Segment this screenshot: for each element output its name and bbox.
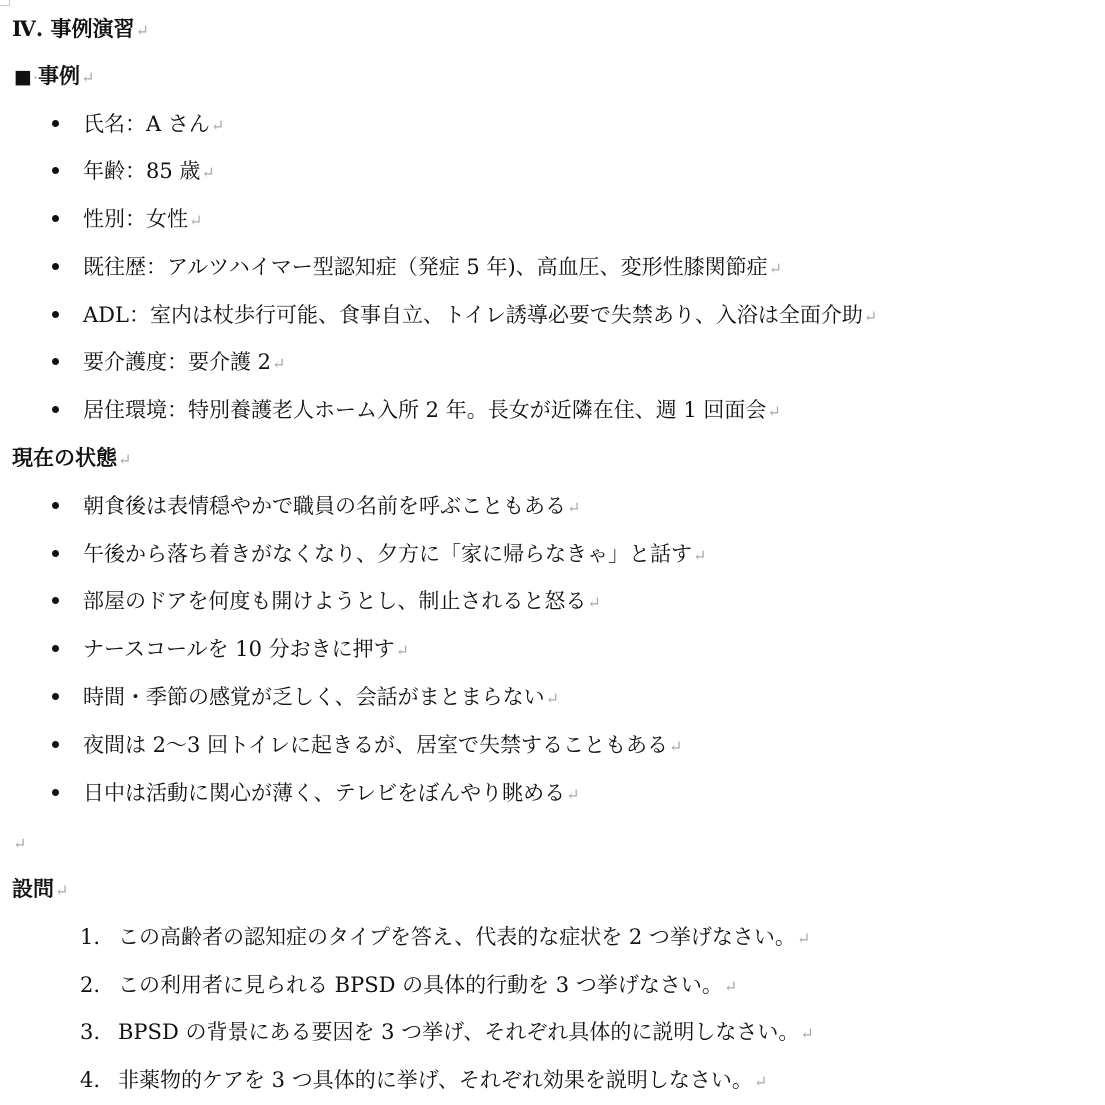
question-item bbox=[80, 922, 810, 952]
paragraph-mark-icon: ↵ bbox=[796, 929, 811, 948]
question-number: 3. bbox=[80, 1020, 101, 1044]
list-item bbox=[52, 204, 202, 234]
paragraph-mark-icon: ↵ bbox=[723, 977, 738, 996]
questions-heading-text: 設問 bbox=[12, 876, 54, 901]
bullet-icon bbox=[52, 311, 59, 318]
list-item-text: 居住環境：特別養護老人ホーム入所 2 年。長女が近隣在住、週 1 回面会 bbox=[83, 398, 767, 422]
square-bullet-icon: ■ bbox=[14, 66, 32, 88]
list-item bbox=[52, 634, 409, 664]
list-item bbox=[52, 730, 682, 760]
paragraph-mark-icon: ↵ bbox=[272, 354, 286, 373]
separator-dot: · bbox=[32, 68, 39, 87]
paragraph-mark-icon: ↵ bbox=[587, 593, 601, 612]
page-corner-mark bbox=[0, 0, 10, 6]
question-item bbox=[80, 1017, 814, 1047]
list-item-text: 年齢：85 歳 bbox=[83, 159, 201, 183]
bullet-icon bbox=[52, 263, 59, 270]
bullet-icon bbox=[52, 406, 59, 413]
paragraph-mark-icon: ↵ bbox=[13, 834, 27, 853]
section-title bbox=[12, 14, 149, 44]
paragraph-mark-icon: ↵ bbox=[767, 402, 781, 421]
paragraph-mark-icon: ↵ bbox=[669, 737, 683, 756]
paragraph-mark-icon: ↵ bbox=[55, 881, 69, 900]
paragraph-mark-icon: ↵ bbox=[135, 21, 149, 40]
list-item-text: 朝食後は表情穏やかで職員の名前を呼ぶこともある bbox=[83, 494, 566, 518]
bullet-icon bbox=[52, 120, 59, 127]
list-item bbox=[52, 586, 601, 616]
section-title-text: Ⅳ. 事例演習 bbox=[12, 16, 135, 41]
bullet-icon bbox=[52, 597, 59, 604]
paragraph-mark-icon: ↵ bbox=[118, 450, 132, 469]
paragraph-mark-icon: ↵ bbox=[863, 307, 878, 326]
paragraph-mark-icon: ↵ bbox=[800, 1024, 814, 1043]
question-item bbox=[80, 1065, 767, 1095]
list-item bbox=[52, 682, 559, 712]
question-number: 4. bbox=[80, 1068, 101, 1092]
list-item-text: 氏名：A さん bbox=[83, 112, 210, 136]
list-item-text: 既往歴：アルツハイマー型認知症（発症 5 年)、高血圧、変形性膝関節症 bbox=[83, 255, 768, 279]
list-item-text: 夜間は 2〜3 回トイレに起きるが、居室で失禁することもある bbox=[83, 733, 669, 757]
status-heading-text: 現在の状態 bbox=[12, 445, 117, 470]
list-item bbox=[52, 778, 580, 808]
list-item bbox=[52, 252, 782, 282]
case-heading-text: 事例 bbox=[38, 63, 81, 88]
list-item-text: ナースコールを 10 分おきに押す bbox=[83, 637, 395, 661]
list-item-text: 部屋のドアを何度も開けようとし、制止されると怒る bbox=[83, 589, 587, 613]
question-text: BPSD の背景にある要因を 3 つ挙げ、それぞれ具体的に説明しなさい。 bbox=[118, 1020, 800, 1044]
paragraph-mark-icon: ↵ bbox=[395, 641, 410, 660]
question-text: この高齢者の認知症のタイプを答え、代表的な症状を 2 つ挙げなさい。 bbox=[118, 925, 796, 949]
paragraph-mark-icon: ↵ bbox=[210, 116, 225, 135]
list-item bbox=[52, 539, 706, 569]
status-heading bbox=[12, 443, 131, 473]
bullet-icon bbox=[52, 741, 59, 748]
bullet-icon bbox=[52, 550, 59, 557]
paragraph-mark-icon: ↵ bbox=[567, 498, 581, 517]
list-item-text: 性別：女性 bbox=[83, 207, 188, 231]
list-item bbox=[52, 491, 580, 521]
list-item-text: 時間・季節の感覚が乏しく、会話がまとまらない bbox=[83, 685, 545, 709]
list-item bbox=[52, 395, 781, 425]
paragraph-mark-icon: ↵ bbox=[566, 785, 580, 804]
list-item-text: 午後から落ち着きがなくなり、夕方に「家に帰らなきゃ」と話す bbox=[83, 542, 692, 566]
question-number: 1. bbox=[80, 925, 101, 949]
question-item bbox=[80, 970, 737, 1000]
paragraph-mark-icon: ↵ bbox=[753, 1072, 768, 1091]
paragraph-mark-icon: ↵ bbox=[693, 546, 707, 565]
list-item bbox=[52, 156, 215, 186]
question-text: 非薬物的ケアを 3 つ具体的に挙げ、それぞれ効果を説明しなさい。 bbox=[118, 1068, 753, 1092]
questions-heading bbox=[12, 874, 68, 904]
question-number: 2. bbox=[80, 973, 101, 997]
bullet-icon bbox=[52, 789, 59, 796]
paragraph-mark-icon: ↵ bbox=[81, 68, 95, 87]
bullet-icon bbox=[52, 502, 59, 509]
list-item bbox=[52, 300, 877, 330]
paragraph-mark-icon: ↵ bbox=[545, 689, 559, 708]
paragraph-mark-icon: ↵ bbox=[768, 259, 783, 278]
paragraph-mark-icon: ↵ bbox=[189, 211, 203, 230]
list-item-text: 日中は活動に関心が薄く、テレビをぼんやり眺める bbox=[83, 781, 566, 805]
empty-paragraph bbox=[12, 827, 26, 857]
list-item-text: 要介護度：要介護 2 bbox=[83, 350, 272, 374]
list-item bbox=[52, 347, 285, 377]
bullet-icon bbox=[52, 358, 59, 365]
bullet-icon bbox=[52, 215, 59, 222]
bullet-icon bbox=[52, 645, 59, 652]
case-heading bbox=[14, 61, 94, 91]
list-item-text: ADL：室内は杖歩行可能、食事自立、トイレ誘導必要で失禁あり、入浴は全面介助 bbox=[83, 303, 863, 327]
question-text: この利用者に見られる BPSD の具体的行動を 3 つ挙げなさい。 bbox=[118, 973, 723, 997]
bullet-icon bbox=[52, 167, 59, 174]
list-item bbox=[52, 109, 224, 139]
bullet-icon bbox=[52, 693, 59, 700]
paragraph-mark-icon: ↵ bbox=[201, 163, 215, 182]
